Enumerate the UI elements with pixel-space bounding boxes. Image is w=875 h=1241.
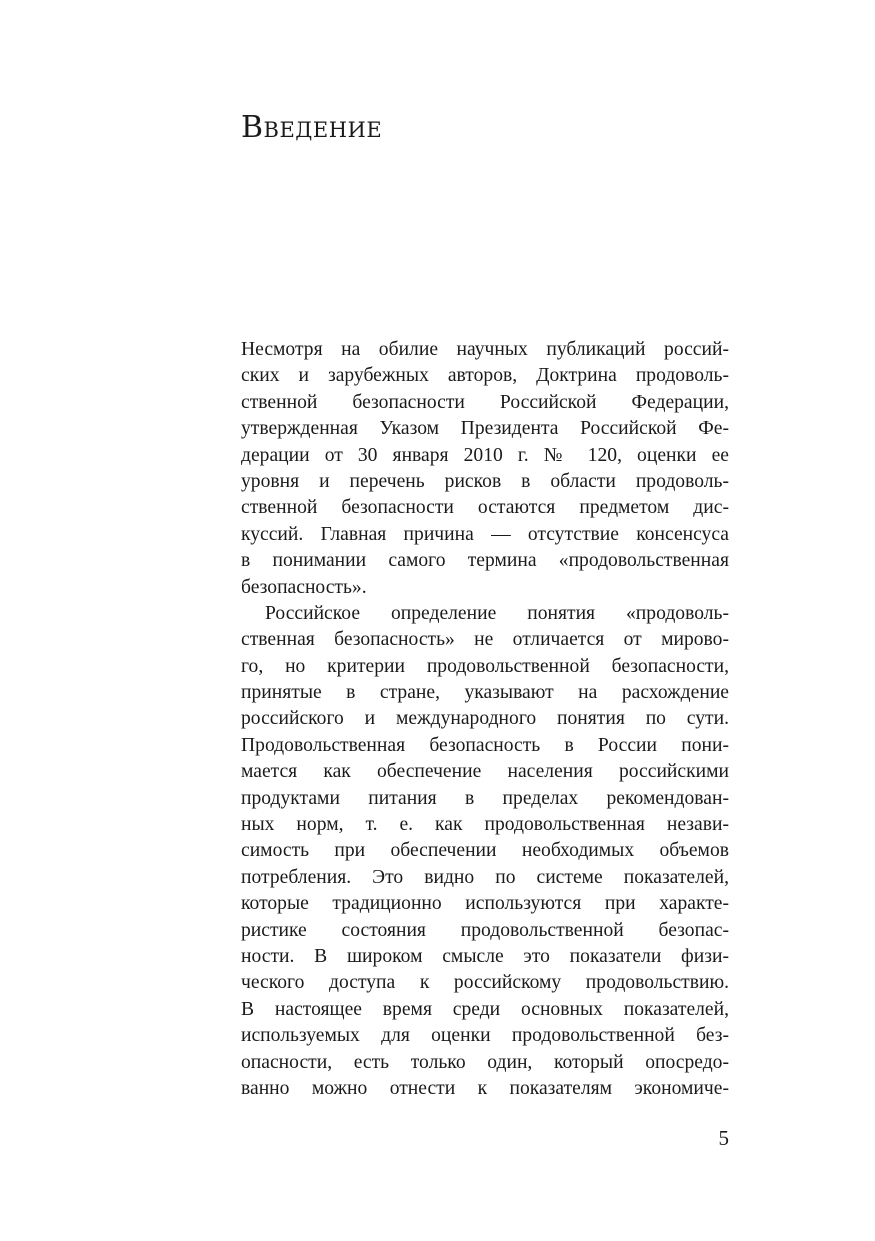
text-line: ческого доступа к российскому продовольствию. bbox=[241, 972, 729, 994]
paragraph-2 bbox=[241, 601, 729, 1102]
text-line: дерации от 30 января 2010 г. № 120, оценки ее bbox=[241, 444, 729, 466]
text-line: которые традиционно используются при характе- bbox=[241, 893, 729, 915]
text-line: ности. В широком смысле это показатели физи- bbox=[241, 945, 729, 967]
text-line: потребления. Это видно по системе показателей, bbox=[241, 866, 729, 888]
text-line: симость при обеспечении необходимых объемов bbox=[241, 840, 729, 862]
text-line: принятые в стране, указывают на расхождение bbox=[241, 682, 729, 704]
text-line: Российское определение понятия «продоволь- bbox=[265, 602, 729, 624]
text-line: Продовольственная безопасность в России пони- bbox=[241, 734, 729, 756]
text-line: куссий. Главная причина — отсутствие консенсуса bbox=[241, 523, 729, 545]
page-number: 5 bbox=[718, 1126, 729, 1150]
text-line: мается как обеспечение населения российскими bbox=[241, 761, 729, 783]
text-line: ственной безопасности остаются предметом дис- bbox=[241, 497, 729, 519]
text-line: ственная безопасность» не отличается от мирово- bbox=[241, 629, 729, 651]
text-line: ванно можно отнести к показателям экономиче- bbox=[241, 1077, 729, 1099]
body-text bbox=[241, 337, 729, 1102]
text-line: уровня и перечень рисков в области продоволь- bbox=[241, 470, 729, 492]
text-line: Несмотря на обилие научных публикаций россий- bbox=[241, 339, 729, 360]
chapter-title: Введение bbox=[241, 110, 383, 145]
text-line: безопасность». bbox=[241, 576, 367, 598]
text-line: продуктами питания в пределах рекомендован- bbox=[241, 787, 729, 809]
text-line: используемых для оценки продовольственной без- bbox=[241, 1025, 729, 1047]
text-line: ских и зарубежных авторов, Доктрина продоволь- bbox=[241, 365, 729, 387]
text-line: ристике состояния продовольственной безопас- bbox=[241, 919, 729, 941]
text-line: ственной безопасности Российской Федерации, bbox=[241, 391, 729, 413]
text-line: российского и международного понятия по сути. bbox=[241, 708, 729, 730]
text-line: ных норм, т. е. как продовольственная незави- bbox=[241, 814, 729, 836]
text-line: го, но критерии продовольственной безопасности, bbox=[241, 655, 729, 677]
text-line: утвержденная Указом Президента Российской Фе- bbox=[241, 418, 729, 440]
text-line: в понимании самого термина «продовольственная bbox=[241, 550, 729, 572]
text-line: В настоящее время среди основных показателей, bbox=[241, 998, 729, 1020]
text-line: опасности, есть только один, который опосредо- bbox=[241, 1051, 729, 1073]
paragraph-1 bbox=[241, 337, 729, 601]
